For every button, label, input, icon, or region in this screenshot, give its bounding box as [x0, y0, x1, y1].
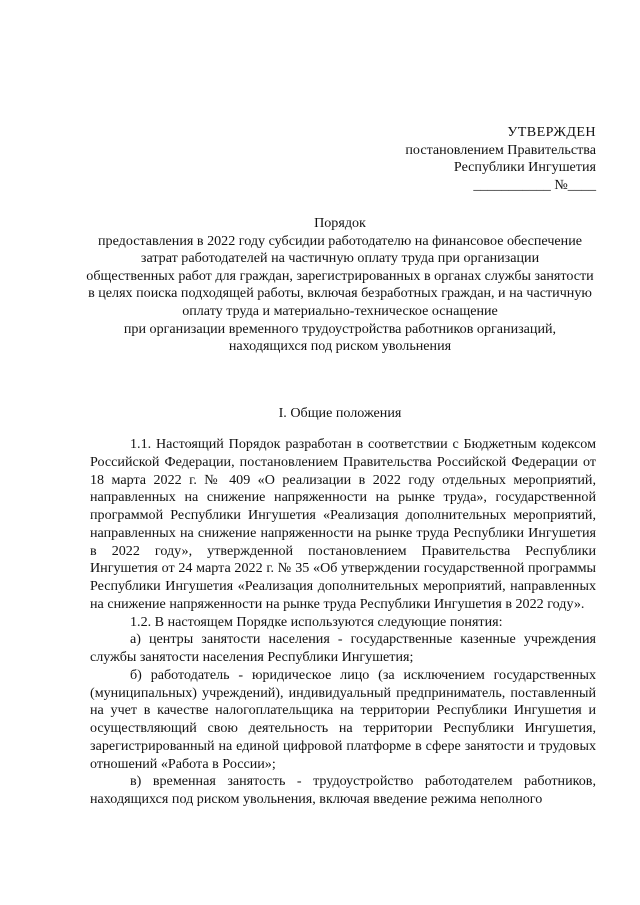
paragraph-1-1: 1.1. Настоящий Порядок разработан в соответствии с Бюджетным кодексом Российской Федерации, постановлением Правительства Российской Федерации от 18 марта 2022 г. № 409 «О реализации в 2022 году отдельных мероприятий, направленных на снижение напряженности на рынке труда», государственной программой Республики Ингушетия «Реализация дополнительных мероприятий, направленных на снижение напряженности на рынке труда Республики Ингушетия в 2022 году», утвержденной постановлением Правительства Республики Ингушетия от 24 марта 2022 г. № 35 «Об утверждении государственной программы Республики Ингушетия «Реализация дополнительных мероприятий, направленных на снижение напряженности на рынке труда Республики Ингушетия в 2022 году». — [90, 436, 596, 612]
approval-title: УТВЕРЖДЕН — [507, 124, 596, 140]
paragraph-1-2: 1.2. В настоящем Порядке используются следующие понятия: — [130, 613, 503, 630]
paragraph-item-b: б) работодатель - юридическое лицо (за исключением государственных (муниципальных) учреждений), индивидуальный предприниматель, поставленный на учет в качестве налогоплательщика на территории Республики Ингушетия и осуществляющий свою деятельность на территории Республики Ингушетия, зарегистрированный на единой цифровой платформе в сфере занятости и трудовых отношений «Работа в России»; — [90, 666, 596, 772]
title-line-2: предоставления в 2022 году субсидии работодателю на финансовое обеспечение затрат работодателей на частичную оплату труда при организации — [97, 232, 583, 267]
body-text — [90, 436, 596, 809]
approval-stamp — [336, 124, 596, 194]
title-line-1: Порядок — [314, 215, 366, 231]
paragraph-item-c: в) временная занятость - трудоустройство работодателем работников, находящихся под риском увольнения, включая введение режима неполного — [90, 773, 596, 807]
approval-line-3: ___________ №____ — [473, 176, 596, 193]
title-line-4: при организации временного трудоустройства работников организаций, находящихся под риском увольнения — [123, 320, 557, 355]
paragraph-item-a: а) центры занятости населения - государственные казенные учреждения службы занятости населения Республики Ингушетия; — [90, 631, 596, 665]
approval-line-1: постановлением Правительства — [405, 141, 596, 158]
approval-line-2: Республики Ингушетия — [453, 159, 596, 175]
title-line-3: общественных работ для граждан, зарегистрированных в органах службы занятости в целях поиска подходящей работы, включая безработных граждан, и на частичную оплату труда и материально-техническое оснащение — [86, 267, 594, 319]
section-heading: I. Общие положения — [278, 405, 402, 421]
document-title — [86, 215, 594, 356]
